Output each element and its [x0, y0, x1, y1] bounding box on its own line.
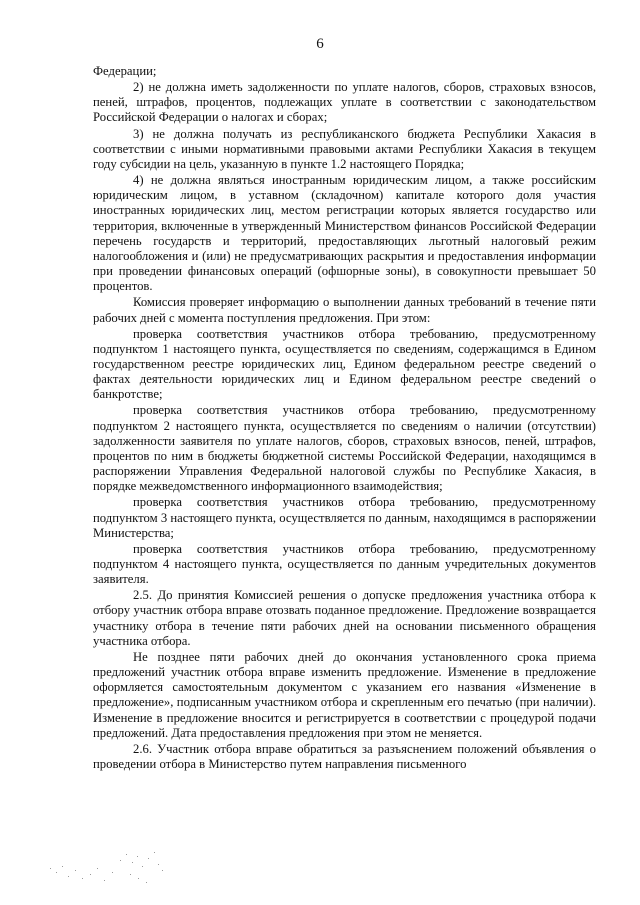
- scan-noise-marks: [42, 848, 172, 888]
- paragraph-requirement-3: 3) не должна получать из республиканского бюджета Республики Хакасия в соответствии с иными нормативными правовыми актами Республики Хакасия в текущем году субсидии на цель, указанную в пункте 1.2 настоящего Порядка;: [93, 126, 596, 171]
- paragraph-check-4: проверка соответствия участников отбора требованию, предусмотренному подпунктом 4 настоящего пункта, осуществляется по данным учредительных документов заявителя.: [93, 541, 596, 587]
- paragraph-check-2: проверка соответствия участников отбора требованию, предусмотренному подпунктом 2 настоящего пункта, осуществляется по сведениям о наличии (отсутствии) задолженности заявителя по уплате налогов, сборов, страховых взносов, пеней, штрафов, процентов по ним в бюджеты бюджетной системы Российской Федерации, находящимся в распоряжении Управления Федеральной налоговой службы по Республике Хакасия, в порядке межведомственного информационного взаимодействия;: [93, 403, 596, 494]
- paragraph-requirement-2: 2) не должна иметь задолженности по уплате налогов, сборов, страховых взносов, пеней, штрафов, процентов, подлежащих уплате в соответствии с законодательством Российской Федерации о налогах и сборах;: [93, 80, 596, 125]
- paragraph-check-1: проверка соответствия участников отбора требованию, предусмотренному подпунктом 1 настоящего пункта, осуществляется по сведениям, содержащимся в Едином государственном реестре юридических лиц, Едином федеральном реестре сведений о фактах деятельности юридических лиц и Едином федеральном реестре сведений о банкротстве;: [93, 326, 596, 402]
- paragraph-requirement-4: 4) не должна являться иностранным юридическим лицом, а также российским юридическим лицом, в уставном (складочном) капитале которого доля участия иностранных юридических лиц, местом регистрации которых является государство или территория, включенные в утвержденный Министерством финансов Российской Федерации перечень государств и территорий, предоставляющих льготный налоговый режим налогообложения и (или) не предусматривающих раскрытия и предоставления информации при проведении финансовых операций (офшорные зоны), в совокупности превышает 50 процентов.: [93, 173, 596, 294]
- paragraph-section-2-6: 2.6. Участник отбора вправе обратиться за разъяснением положений объявления о проведении отбора в Министерство путем направления письменного: [93, 741, 596, 772]
- document-body: [93, 64, 596, 773]
- paragraph-commission-check: Комиссия проверяет информацию о выполнении данных требований в течение пяти рабочих дней с момента поступления предложения. При этом:: [93, 295, 596, 325]
- paragraph-check-3: проверка соответствия участников отбора требованию, предусмотренному подпунктом 3 настоящего пункта, осуществляется по данным, находящимся в распоряжении Министерства;: [93, 495, 596, 540]
- paragraph-changes: Не позднее пяти рабочих дней до окончания установленного срока приема предложений участник отбора вправе изменить предложение. Изменение в предложение оформляется самостоятельным документом с указанием его названия «Изменение в предложение», подписанным участником отбора и скрепленным его печатью (при наличии). Изменение в предложение вносится и регистрируется в соответствии с процедурой подачи предложений. Дата предоставления предложения при этом не меняется.: [93, 649, 596, 740]
- paragraph-section-2-5: 2.5. До принятия Комиссией решения о допуске предложения участника отбора к отбору участник отбора вправе отозвать поданное предложение. Предложение возвращается участнику отбора в течение пяти рабочих дней на основании письменного обращения участника отбора.: [93, 588, 596, 648]
- paragraph-continuation: Федерации;: [93, 64, 157, 78]
- page-number: 6: [316, 36, 324, 52]
